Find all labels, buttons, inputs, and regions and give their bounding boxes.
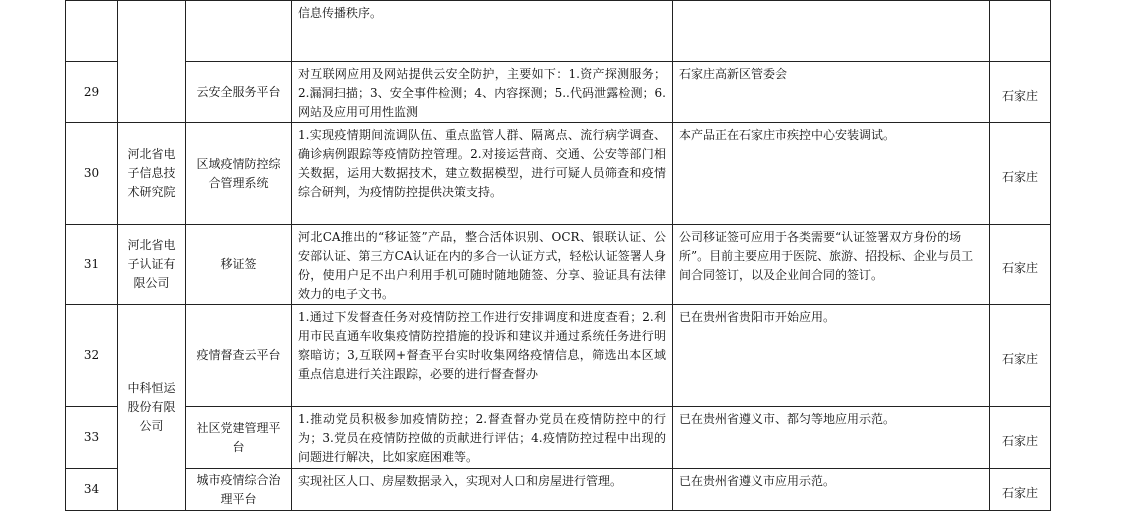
cell-no: 33 xyxy=(66,407,118,469)
cell-no: 34 xyxy=(66,469,118,511)
cell-no: 32 xyxy=(66,305,118,407)
cell-desc: 实现社区人口、房屋数据录入，实现对人口和房屋进行管理。 xyxy=(292,469,673,511)
table-row-31 xyxy=(66,225,1051,305)
cell-note: 已在贵州省遵义市应用示范。 xyxy=(673,469,990,511)
cell-product: 城市疫情综合治理平台 xyxy=(186,469,292,511)
cell-no: 30 xyxy=(66,123,118,225)
cell-note: 本产品正在石家庄市疾控中心安装调试。 xyxy=(673,123,990,225)
table-row-continued xyxy=(66,1,1051,62)
cell-note: 公司移证签可应用于各类需要“认证签署双方身份的场所”。目前主要应用于医院、旅游、招投标、企业与员工间合同签订，以及企业间合同的签订。 xyxy=(673,225,990,305)
table-row-34 xyxy=(66,469,1051,511)
cell-desc: 1.实现疫情期间流调队伍、重点监管人群、隔离点、流行病学调查、确诊病例跟踪等疫情防控管理。2.对接运营商、交通、公安等部门相关数据，运用大数据技术，建立数据模型，进行可疑人员筛查和疫情综合研判，为疫情防控提供决策支持。 xyxy=(292,123,673,225)
cell-note xyxy=(673,1,990,62)
cell-city: 石家庄 xyxy=(990,469,1051,511)
cell-product: 云安全服务平台 xyxy=(186,62,292,123)
table-row-33 xyxy=(66,407,1051,469)
cell-product: 社区党建管理平台 xyxy=(186,407,292,469)
table-row-30 xyxy=(66,123,1051,225)
cell-note: 已在贵州省贵阳市开始应用。 xyxy=(673,305,990,407)
product-table xyxy=(65,0,1051,511)
cell-desc: 1.推动党员积极参加疫情防控；2.督查督办党员在疫情防控中的行为；3.党员在疫情防控做的贡献进行评估；4.疫情防控过程中出现的问题进行解决，比如家庭困难等。 xyxy=(292,407,673,469)
cell-product: 区域疫情防控综合管理系统 xyxy=(186,123,292,225)
table-row-32 xyxy=(66,305,1051,407)
cell-city: 石家庄 xyxy=(990,62,1051,123)
cell-product xyxy=(186,1,292,62)
cell-city: 石家庄 xyxy=(990,305,1051,407)
cell-city: 石家庄 xyxy=(990,407,1051,469)
cell-company xyxy=(118,1,186,123)
table-row-29 xyxy=(66,62,1051,123)
cell-desc: 河北CA推出的“移证签”产品，整合活体识别、OCR、银联认证、公安部认证、第三方CA认证在内的多合一认证方式，轻松认证签署人身份，使用户足不出户利用手机可随时随地随签、分享、验证具有法律效力的电子文书。 xyxy=(292,225,673,305)
cell-city: 石家庄 xyxy=(990,225,1051,305)
cell-no xyxy=(66,1,118,62)
cell-desc: 信息传播秩序。 xyxy=(292,1,673,62)
cell-company: 河北省电子信息技术研究院 xyxy=(118,123,186,225)
cell-city: 石家庄 xyxy=(990,123,1051,225)
cell-company: 中科恒运股份有限公司 xyxy=(118,305,186,511)
cell-city xyxy=(990,1,1051,62)
cell-desc: 对互联网应用及网站提供云安全防护，主要如下：1.资产探测服务；2.漏洞扫描；3、安全事件检测；4、内容探测；5..代码泄露检测；6.网站及应用可用性监测 xyxy=(292,62,673,123)
cell-no: 29 xyxy=(66,62,118,123)
cell-product: 移证签 xyxy=(186,225,292,305)
cell-note: 石家庄高新区管委会 xyxy=(673,62,990,123)
cell-note: 已在贵州省遵义市、都匀等地应用示范。 xyxy=(673,407,990,469)
cell-product: 疫情督查云平台 xyxy=(186,305,292,407)
cell-no: 31 xyxy=(66,225,118,305)
cell-desc: 1.通过下发督查任务对疫情防控工作进行安排调度和进度查看；2.利用市民直通车收集疫情防控措施的投诉和建议并通过系统任务进行明察暗访；3,互联网+督查平台实时收集网络疫情信息，筛选出本区域重点信息进行关注跟踪，必要的进行督查督办 xyxy=(292,305,673,407)
cell-company: 河北省电子认证有限公司 xyxy=(118,225,186,305)
